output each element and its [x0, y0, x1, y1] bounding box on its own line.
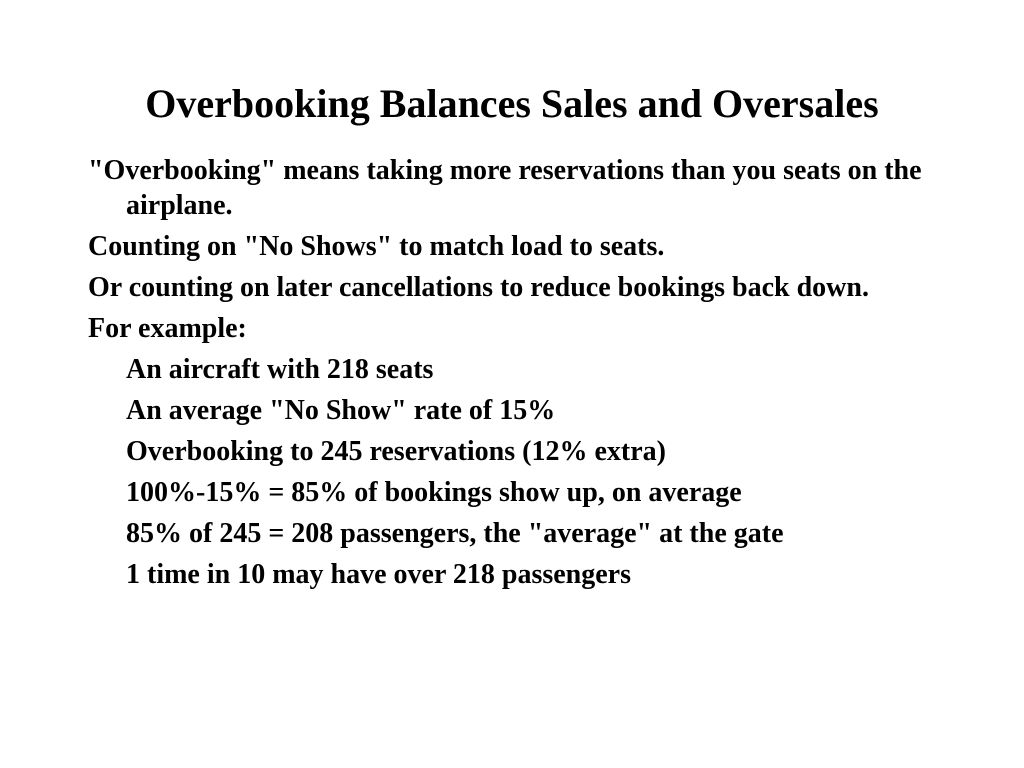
example-line: An average "No Show" rate of 15%	[126, 395, 556, 426]
bullet-point: Or counting on later cancellations to reduce bookings back down.	[88, 272, 869, 303]
example-line: 100%-15% = 85% of bookings show up, on average	[126, 477, 742, 508]
slide-body	[88, 153, 988, 598]
bullet-point: Counting on "No Shows" to match load to seats.	[88, 231, 665, 262]
example-line: Overbooking to 245 reservations (12% extra)	[126, 436, 666, 467]
example-line: 1 time in 10 may have over 218 passengers	[126, 559, 631, 590]
example-line: An aircraft with 218 seats	[126, 354, 434, 385]
bullet-point: "Overbooking" means taking more reservations than you seats on the airplane.	[88, 155, 922, 221]
example-line: 85% of 245 = 208 passengers, the "average" at the gate	[126, 518, 784, 549]
slide-title: Overbooking Balances Sales and Oversales	[145, 81, 879, 126]
bullet-point: For example:	[88, 313, 247, 344]
